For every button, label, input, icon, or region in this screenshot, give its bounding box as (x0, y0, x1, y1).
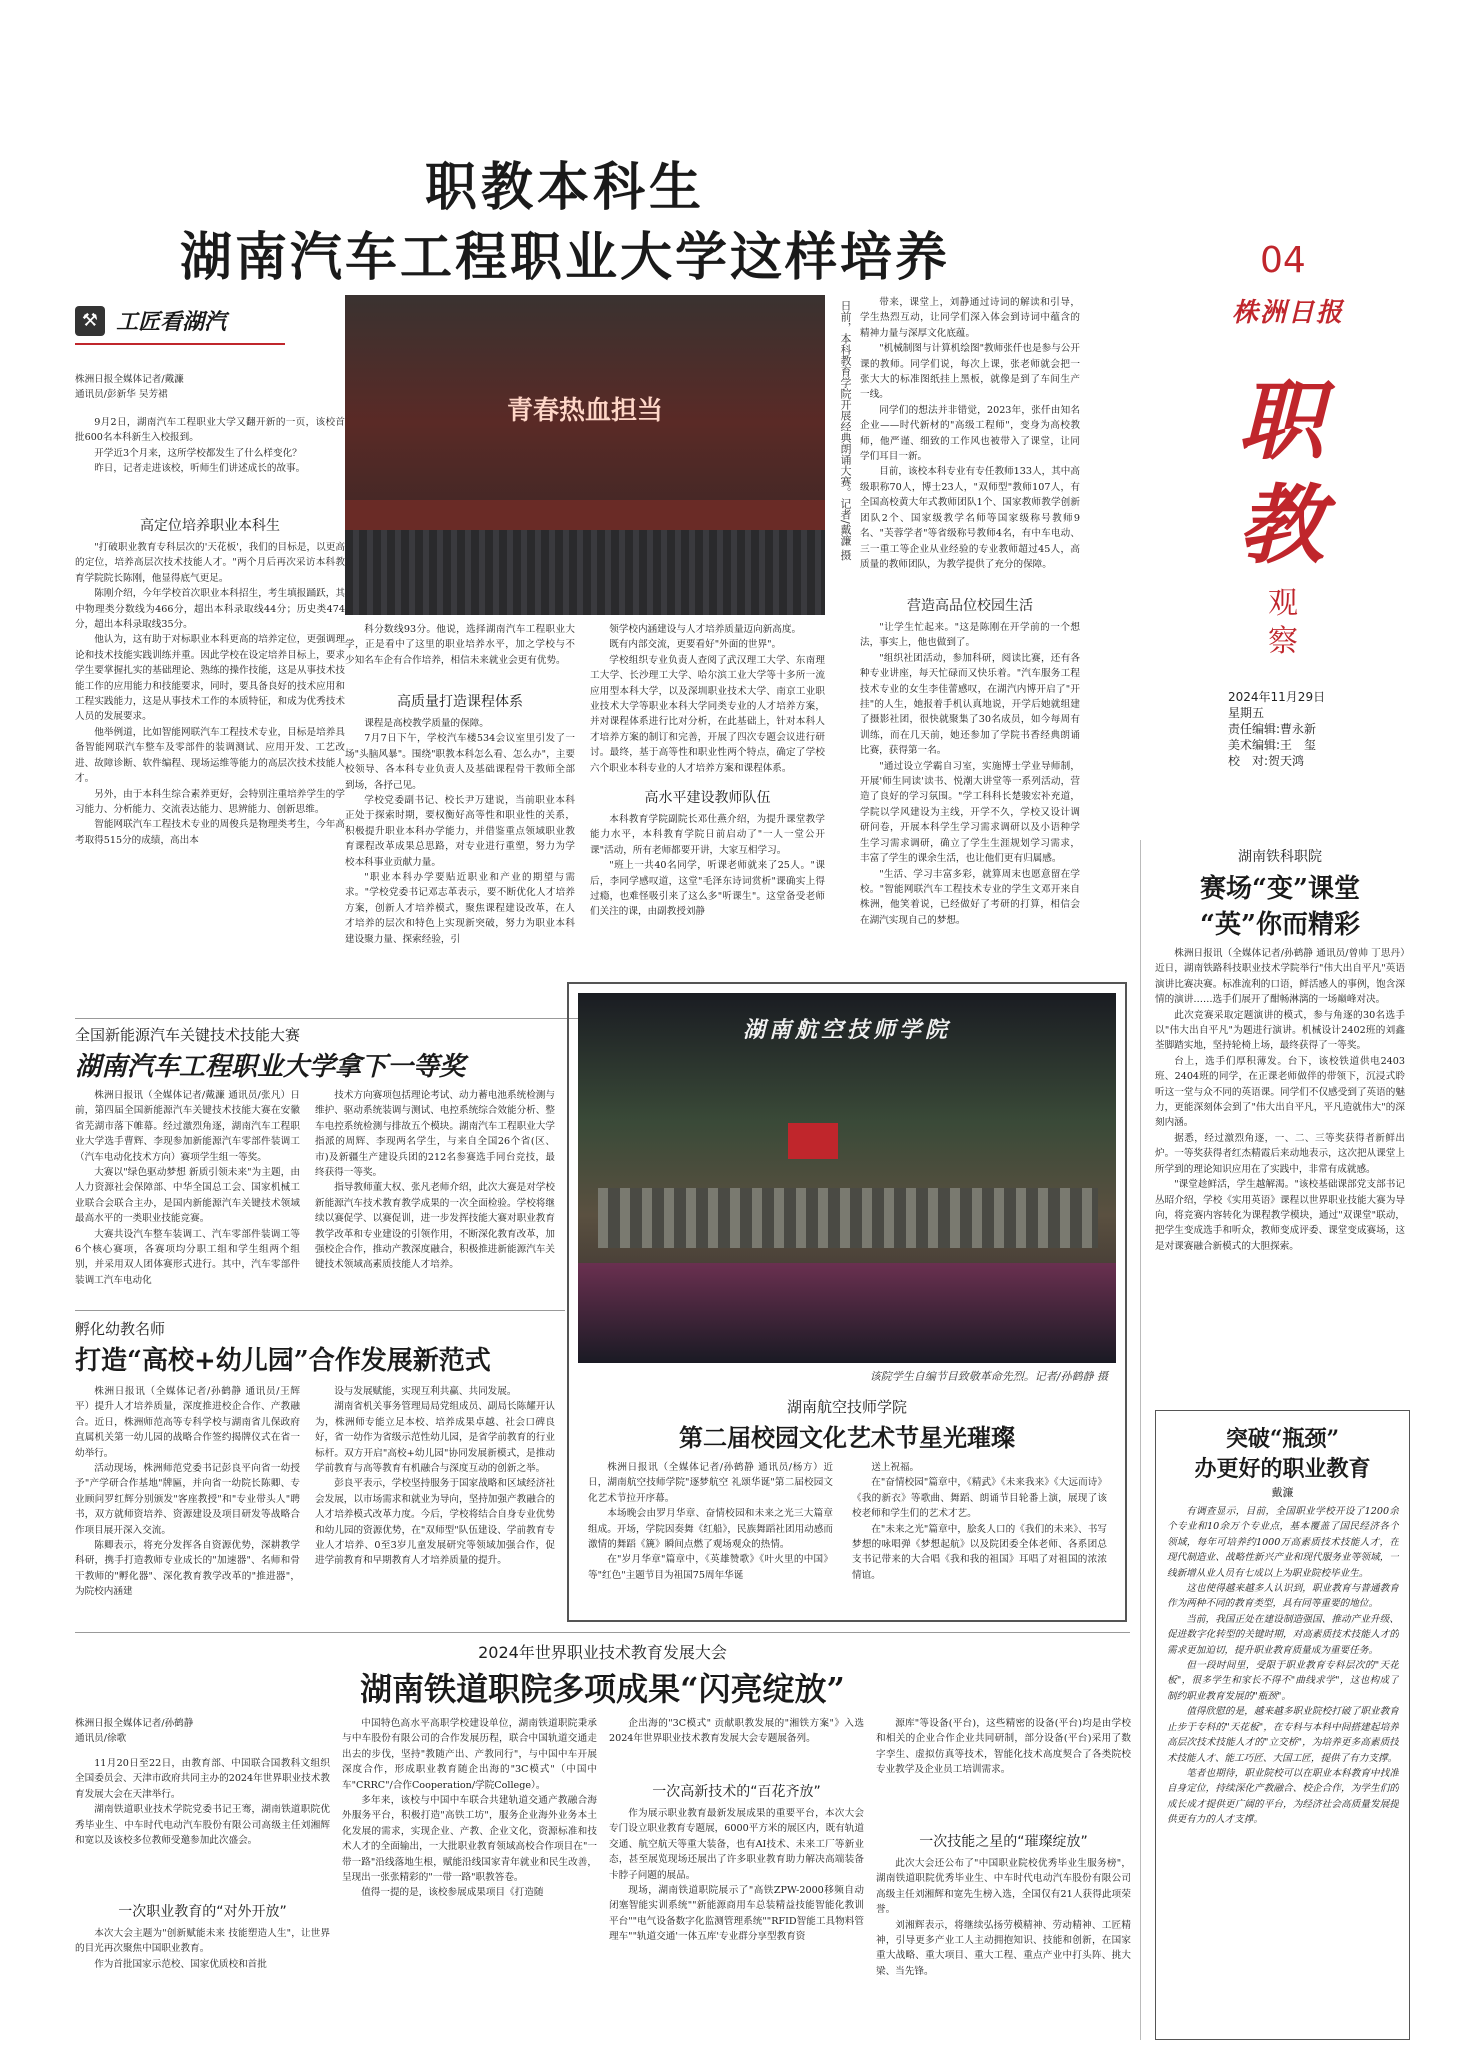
paragraph: 刘湘辉表示，将继续弘扬劳模精神、劳动精神、工匠精神，引导更多产业工人主动拥抱知识、技能和创新，在国家重大战略、重大项目、重大工程、重点产业中打头阵、挑大梁、当先锋。 (876, 1919, 1131, 1977)
main-col4b (860, 620, 1080, 1010)
paragraph: 株洲日报讯（全媒体记者/孙鹤静 通讯员/杨方）近日，湖南航空技师学院"逐梦航空 礼颂华诞"第二届校园文化艺术节拉开序幕。 (588, 1462, 833, 1504)
main-byline (75, 372, 345, 403)
commentary-author: 戴濂 (1271, 1486, 1294, 1499)
paragraph: 昨日，记者走进该校，听师生们讲述成长的故事。 (94, 463, 306, 475)
subhead: 一次高新技术的“百花齐放” (652, 1784, 821, 1800)
article-b-col1 (75, 1088, 300, 1298)
article-f-col4 (876, 1716, 1131, 1826)
column-rule (1140, 840, 1141, 2040)
article-b-headline: 湖南汽车工程职业大学拿下一等奖 (75, 1052, 466, 1082)
subhead: 高质量打造课程体系 (397, 694, 523, 710)
column-badge-label: 工匠看湖汽 (116, 309, 227, 335)
article-d-col2 (852, 1460, 1107, 1615)
paragraph: 多年来，该校与中国中车联合共建轨道交通产教融合海外服务平台，积极打造"高铁工坊"，服务企业海外业务本土化发展的需求，实现企业、产教、企业文化，资源标准和技术人才的全面输出，一大批职业教育领域高校合作项目在"一带一路"沿线落地生根，赋能沿线国家青年就业和民生改善，呈现出一张张精彩的"一带一路"职教答卷。 (342, 1795, 597, 1884)
main-col1b (75, 540, 345, 1010)
article-e-headline-line1: 赛场“变”课堂 (1200, 874, 1360, 904)
paragraph: 陈刚介绍，今年学校首次职业本科招生，考生填报踊跃，其中物理类分数线为466分，超出本科录取线44分；历史类474分，超出本科录取线35分。 (75, 588, 345, 631)
issue-date: 2024年11月29日 (1228, 690, 1326, 704)
paragraph: "通过设立学霸自习室，实施博士学业导师制，开展'师生同读'读书、悦潮大讲堂等一系列活动，营造了良好的学习氛围。"学工科科长楚骏宏补充道，学院以学风建设为主线，开学不久，学校又设计调研问卷，开展本科学生学习需求调研以及小语种学生学习需求调研，确立了学生生涯规划学习需求，丰富了学生的课余生活，也让他们更有归属感。 (860, 760, 1080, 865)
article-f-col3b (609, 1806, 864, 2036)
paragraph: 学校组织专业负责人查阅了武汉理工大学、东南理工大学、长沙理工大学、哈尔滨工业大学等十多所一流应用型本科大学，以及深圳职业技术大学、南京工业职业技术大学等职业本科大学同类专业的人才培养方案，并对课程体系进行比对分析，在此基础上，针对本科人才培养方案的制订和完善，开展了四次专题会议进行研讨。最终，基于高等性和职业性两个特点，确定了学校六个职业本科专业的人才培养方案和课程体系。 (590, 654, 825, 774)
paragraph: 株洲日报讯（全媒体记者/孙鹤静 通讯员/王辉平）提升人才培养质量，深度推进校企合作、产教融合。近日，株洲师范高等专科学校与湖南省儿保政府直属机关第一幼儿园的战略合作签约揭牌仪式在省一幼举行。 (75, 1386, 300, 1459)
commentary-headline-line1: 突破“瓶颈” (1225, 1426, 1340, 1452)
byline-line: 通讯员/彭新华 吴芳裙 (75, 389, 168, 401)
paragraph: "课堂趁鲜活，学生越解渴。"该校基础课部党支部书记丛昭介绍，学校《实用英语》课程以世界职业技能大赛为导向，将竞赛内容转化为课程教学模块，通过"双课堂"联动，把学生变成选手和听众，教师变成评委、课堂变成赛场，这是对课赛融合新模式的大胆探索。 (1155, 1179, 1405, 1252)
stage-floor (345, 500, 825, 530)
paragraph: 带来，课堂上，刘静通过诗词的解读和引导，学生热烈互动，让同学们深入体会到诗词中蕴含的精神力量与深厚文化底蕴。 (860, 297, 1080, 339)
paragraph: "班上一共40名同学，听课老师就来了25人。"课后，李同学感叹道，这堂"毛泽东诗词赏析"课确实上得过瘾，也难怪吸引来了这么多"听课生"。这堂备受老师们关注的课，由副教授刘静 (590, 860, 825, 918)
paragraph: 有调查显示，目前，全国职业学校开设了1200余个专业和10余万个专业点，基本覆盖了国民经济各个领域，每年可培养约1000万高素质技术技能人才，在现代制造业、战略性新兴产业和现代服务业等领域，一线新增从业人员有七成以上为职业院校毕业生。 (1167, 1506, 1399, 1579)
paragraph: "组织社团活动，参加科研，阅读比赛，还有各种专业讲座，每天忙碌而又快乐着。"汽车服务工程技术专业的女生李佳蕾感叹，在湖汽内博开启了"开挂"的人生，她报着手机认真地说，开学后她就组建了摄影社团，很快就聚集了30名成员，如今每周有训练，而在几天前，她还参加了学院书香经典朗诵比赛，获得第一名。 (860, 652, 1080, 757)
paragraph: "打破职业教育专科层次的'天花板'，我们的目标是，以更高的定位，培养高层次技术技能人才。"两个月后再次采访本科教育学院院长陈刚，他显得底气更足。 (75, 542, 345, 584)
article-f-col2 (342, 1716, 597, 2036)
red-flag (788, 1123, 838, 1159)
paragraph: 课程是高校教学质量的保障。 (364, 718, 489, 729)
paper-name: 株洲日报 (1232, 298, 1345, 328)
section-subtitle: 观察 (1268, 586, 1300, 659)
paragraph: 既有内部交流，更要看好"外面的世界"。 (609, 639, 782, 651)
paragraph: 彭良平表示，学校坚持服务于国家战略和区域经济社会发展，以市场需求和就业为导向，坚持加强产教融合的人才培养模式改革力度。今后，学校将结合自身专业优势和幼儿园的资源优势，在"双师型"队伍建设、学前教育专业人才培养、0至3岁儿童发展研究等领域加强合作，促进学前教育和早期教育人才培养质量的提升。 (315, 1478, 555, 1567)
section-title-calligraphy: 职教 (1238, 371, 1324, 576)
proofreader-credit: 校 对:贺天鸿 (1228, 754, 1305, 768)
paragraph: 据悉，经过激烈角逐，一、二、三等奖获得者新鲜出炉。一等奖获得者红杰精霞后来动地表示，这次把从课堂上所学到的理论知识应用在了实践中，非常有成就感。 (1155, 1132, 1405, 1175)
paragraph: 但一段时间里，受限于职业教育专科层次的"天花板"，很多学生和家长不得不"曲线求学"，这也构成了制约职业教育发展的"瓶颈"。 (1167, 1660, 1399, 1702)
paragraph: 在"奋情校园"篇章中，《精武》《未来我来》《大远而诗》《我的新衣》等歌曲、舞蹈、朗诵节目轮番上演，展现了该校老师和学生们的艺术才艺。 (852, 1477, 1107, 1520)
paragraph: 本科教育学院副院长邓仕燕介绍，为提升课堂教学能力水平，本科教育学院日前启动了"一人一堂公开课"活动，所有老师都要开讲，大家互相学习。 (590, 814, 825, 856)
paragraph: 陈卿表示，将充分发挥各自资源优势，深耕教学科研，携手打造教师专业成长的"加速器"、名师和骨干教师的"孵化器"、深化教育教学改革的"推进器"，为院校内涵建 (75, 1540, 300, 1598)
paragraph: 现场，湖南铁道职院展示了"高铁ZPW-2000移频自动闭塞智能实训系统""新能源商用车总装精益技能智能化教训平台""电气设备数字化监测管理系统""RFID智能工具物料管理车""轨道交通'一体五库'专业群分享型教育资 (609, 1885, 864, 1943)
article-c-headline: 打造“高校+幼儿园”合作发展新范式 (75, 1346, 491, 1376)
article-f-col4b (876, 1856, 1131, 2036)
paragraph: 此次大会还公布了"中国职业院校优秀毕业生服务榜"，湖南铁道职院优秀毕业生、中车时代电动汽车股份有限公司高级主任刘湘辉和宽先生榜入选，全国仅有21人获得此项荣誉。 (876, 1858, 1131, 1916)
main-col4 (860, 295, 1080, 595)
article-d-kicker: 湖南航空技师学院 (786, 1398, 907, 1416)
paragraph: 这也使得越来越多人认识到，职业教育与普通教育作为两种不同的教育类型，具有同等重要的地位。 (1167, 1583, 1399, 1610)
paragraph: 11月20日至22日，由教育部、中国联合国教科文组织全国委员会、天津市政府共同主办的2024年世界职业技术教育发展大会在天津举行。 (75, 1758, 330, 1800)
article-b-kicker: 全国新能源汽车关键技术技能大赛 (75, 1026, 301, 1044)
article-f-col1 (75, 1756, 330, 1896)
paragraph: 科分数线93分。他说，选择湖南汽车工程职业大学，正是看中了这里的职业培养水平，加之学校与不少知名车企有合作培养，相信未来就业会更有优势。 (345, 624, 575, 666)
paragraph: 当前，我国正处在建设制造强国、推动产业升级、促进数字化转型的关键时期，对高素质技术技能人才的需求更加迫切，提升职业教育质量成为重要任务。 (1167, 1613, 1399, 1656)
paragraph: 值得欣慰的是，越来越多职业院校打破了职业教育止步于专科的"天花板"，在专科与本科中间搭建起培养高层次技术技能人才的"立交桥"，为培养更多高素质技术技能人才、能工巧匠、大国工匠，提供了有力支撑。 (1167, 1706, 1399, 1764)
commentary-body (1167, 1504, 1399, 2032)
paragraph: 在"岁月华章"篇章中，《英雄赞歌》《叶火里的中国》等"红色"主题节目为祖国75周年华诞 (588, 1554, 833, 1581)
divider (75, 1632, 1130, 1633)
paragraph: "机械制图与计算机绘图"教师张仟也是参与公开课的教师。同学们说，每次上课，张老师就会把一张大大的标准图纸挂上黑板，就像是到了车间生产一线。 (860, 343, 1080, 401)
main-photo-caption: 日前，本科教育学院开展经典朗诵大赛。记者/戴濂 摄 (839, 300, 852, 561)
paragraph: 9月2日，湖南汽车工程职业大学又翻开新的一页，该校首批600名本科新生入校报到。 (75, 417, 345, 444)
stage-floor (578, 1263, 1116, 1363)
paragraph: 湖南省机关事务管理局局党组成员、副局长陈耀开认为，株洲师专能立足本校、培养成果卓越、社会口碑良好，省一幼作为省级示范性幼儿园，是省学前教育的行业标杆。双方开启"高校+幼儿园"协同发展新模式，是推动学前教育与高等教育有机融合与深度互动的创新之举。 (315, 1401, 555, 1475)
article-f-kicker: 2024年世界职业技术教育发展大会 (478, 1643, 727, 1662)
paragraph: 目前，该校本科专业有专任教师133人，其中高级职称70人，博士23人，"双师型"教师107人，有全国高校黄大年式教师团队1个、国家教师教学创新团队2个、国家级教学名师等国家级称号教师9名、"芙蓉学者"等省级称号教师4名，有中车电动、三一重工等企业从业经验的专业教师超过45人，高质量的教师团队，为教学提供了充分的保障。 (860, 466, 1080, 570)
paragraph: 中国特色高水平高职学校建设单位，湖南铁道职院秉承与中车股份有限公司的合作发展历程，联合中国轨道交通走出去的步伐，坚持"教随产出、产教同行"，与中国中车开展深度合作，形成职业教育随企出海的"3C模式"（中国中车"CRRC"/合作Cooperation/学院College）。 (342, 1718, 597, 1791)
main-col3 (590, 622, 825, 780)
article-c-col2 (315, 1384, 555, 1624)
article-e-headline-line2: “英”你而精彩 (1200, 910, 1360, 940)
paragraph: 作为展示职业教育最新发展成果的重要平台，本次大会专门设立职业教育专题展，6000平方米的展区内，既有轨道交通、航空航天等重大装备，也有AI技术、未来工厂等新业态，甚至展览现场还展出了许多职业教育助力解决高端装备卡脖子问题的展品。 (609, 1808, 864, 1881)
paragraph: 株洲日报讯（全媒体记者/孙鹤静 通讯员/曾帅 丁思丹）近日，湖南铁路科技职业技术学院举行"伟大出自平凡"英语演讲比赛决赛。标准流利的口语，鲜活感人的事例，饱含深情的演讲……选手们展开了酣畅淋漓的一场巅峰对决。 (1155, 948, 1405, 1006)
main-col2 (345, 622, 575, 668)
paragraph: 企出海的"3C模式" 贡献职教发展的"湘铁方案"》入选2024年世界职业技术教育发展大会专题展备列。 (609, 1718, 864, 1745)
paragraph: 同学们的想法并非错觉，2023年，张仟由知名企业——时代新材的"高级工程师"，变身为高校教师，他严谨、细致的工作风也被带入了课堂，让同学们耳目一新。 (860, 404, 1080, 463)
audience (345, 530, 825, 615)
paragraph: 学校党委副书记、校长尹万建说，当前职业本科正处于探索时期，要权衡好高等性和职业性的关系，积极提升职业本科办学能力，并借鉴重点领域职业教育课程改革成果总思路，对专业进行重塑，努力为学校本科事业贡献力量。 (345, 795, 575, 868)
stage-banner: 湖南航空技师学院 (742, 1017, 951, 1043)
main-col3b (590, 812, 825, 1006)
divider (75, 1310, 565, 1311)
paragraph: 活动现场，株洲师范党委书记彭良平向省一幼授予"产学研合作基地"牌匾，并向省一幼院长陈卿、专业顾问罗红辉分别颁发"客座教授"和"专业带头人"聘书，双方就师资培养、资源建设及项目研发等战略合作项目展开深入交流。 (75, 1463, 300, 1536)
paragraph: 另外，由于本科生综合素养更好，会特别注重培养学生的学习能力、分析能力、交流表达能力、思辨能力、创新思维。 (75, 788, 345, 815)
column-badge (75, 305, 285, 345)
article-c-kicker: 孵化幼教名师 (75, 1320, 166, 1338)
article-d-headline: 第二届校园文化艺术节星光璀璨 (679, 1423, 1015, 1452)
paragraph: 设与发展赋能，实现互利共赢、共同发展。 (334, 1386, 517, 1397)
subhead: 一次职业教育的“对外开放” (118, 1904, 287, 1920)
paragraph: 笔者也期待，职业院校可以在职业本科教育中找准自身定位，持续深化产教融合、校企合作，为学生们的成长成才提供更广阔的平台，为经济社会高质量发展提供更有力的人才支撑。 (1167, 1767, 1399, 1826)
article-f-headline: 湖南铁道职院多项成果“闪亮绽放” (360, 1670, 845, 1708)
paragraph: 指导教师董大权、张凡老师介绍，此次大赛是对学校新能源汽车技术教育教学成果的一次全面检验。学校将继续以赛促学、以赛促训，进一步发挥技能大赛对职业教育教学改革和专业建设的引领作用，不断深化教育改革，加强校企合作，推动产教深度融合，积极推进新能源汽车关键技术领域高素质技能人才培养。 (315, 1182, 555, 1271)
paragraph: 大赛共设汽车整车装调工、汽车零部件装调工等6个核心赛项，各赛项均分职工组和学生组两个组别，并采用双人团体赛形式进行。其中，汽车零部件装调工汽车电动化 (75, 1228, 300, 1286)
paragraph: 开学近3个月来，这所学校都发生了什么样变化？ (94, 447, 302, 459)
paragraph: 技术方向赛项包括理论考试、动力蓄电池系统检测与维护、驱动系统装调与测试、电控系统综合效能分析、整车电控系统检测与排故五个模块。湖南汽车工程职业大学指派的周辉、李现两名学生，与来自全国26个省(区、市)及新疆生产建设兵团的212名参赛选手同台竞技，最终获得一等奖。 (315, 1090, 555, 1179)
paragraph: 本场晚会由罗月华章、奋情校园和未来之光三大篇章组成。开场，学院因奏舞《红船》，民族舞蹈社团用动感而激情的舞蹈《篪》瞬间点燃了观场观众的热情。 (588, 1508, 833, 1551)
article-e-body (1155, 946, 1405, 1396)
article-f-byline (75, 1716, 330, 1747)
article-e-kicker: 湖南铁科职院 (1238, 849, 1322, 865)
paragraph: 台上，选手们厚积薄发。台下，该校铁道供电2403班、2404班的同学，在正课老师做伴的带领下，沉浸式聆听这一堂与众不同的英语课。同学们不仅感受到了英语的魅力，更能深刻体会到了"伟大出自平凡，平凡造就伟大"的深刻内涵。 (1155, 1055, 1405, 1129)
paragraph: 株洲日报讯（全媒体记者/戴濂 通讯员/张凡）日前，第四届全国新能源汽车关键技术技能大赛在安徽省芜湖市落下帷幕。经过激烈角逐，湖南汽车工程职业大学选手曹辉、李现参加新能源汽车零部件装调工（汽车电动化技术方向）赛项学生组一等奖。 (75, 1090, 300, 1163)
paragraph: 领学校内涵建设与人才培养质量迈向新高度。 (609, 624, 802, 635)
article-d-col1 (588, 1460, 833, 1615)
paragraph: 湖南铁道职业技术学院党委书记王骞，湖南铁道职院优秀毕业生、中车时代电动汽车股份有限公司高级主任刘湘辉和宽以及该校多位教师受邀参加此次盛会。 (75, 1804, 330, 1847)
article-f-col1b (75, 1926, 330, 2036)
paragraph: "让学生忙起来。"这是陈刚在开学前的一个想法，事实上，他也做到了。 (860, 622, 1080, 649)
paragraph: 源库"等设备(平台)，这些精密的设备(平台)均是由学校和相关的企业合作企业共同研制，部分设备(平台)采用了数字孪生、虚拟仿真等技术，智能化技术高度契合了各类院校专业教学及企业员工培训需求。 (876, 1718, 1131, 1776)
paragraph: 作为首批国家示范校、国家优质校和首批 (94, 1958, 267, 1970)
paragraph: 此次竞赛采取定题演讲的模式，参与角逐的30名选手以"伟大出自平凡"为题进行演讲。机械设计2402班的刘鑫荃脚踏实地，坚持轮椅上场，最终获得了一等奖。 (1155, 1009, 1405, 1052)
paragraph: 送上祝福。 (871, 1462, 920, 1473)
main-headline-line1: 职教本科生 (424, 157, 705, 218)
article-c-col1 (75, 1384, 300, 1624)
paragraph: 本次大会主题为"创新赋能未来 技能塑造人生"，让世界的目光再次聚焦中国职业教育。 (75, 1928, 330, 1955)
subhead: 高定位培养职业本科生 (140, 518, 280, 534)
page-number: 04 (1260, 240, 1306, 281)
performers (598, 1188, 1098, 1248)
paragraph: 他举例道，比如智能网联汽车工程技术专业，目标是培养具备智能网联汽车整车及零部件的装调测试、应用开发、工艺改进、故障诊断、软件编程、现场运维等能力的高层次技术技能人才。 (75, 726, 345, 785)
wrench-icon: ⚒ (75, 306, 105, 336)
main-col2b (345, 716, 575, 1006)
commentary-headline-line2: 办更好的职业教育 (1194, 1456, 1371, 1482)
main-col1 (75, 415, 345, 477)
paragraph: "生活、学习丰富多彩，就算周末也愿意留在学校。"智能网联汽车工程技术专业的学生文邓开来自株洲，他笑着说，已经做好了考研的打算，相信会在湖汽实现自己的梦想。 (860, 868, 1080, 926)
paragraph: 在"未来之光"篇章中，脍炙人口的《我们的未来》、书写梦想的咏唱弹《梦想起航》以及院团委全体老师、各系团总支书记带来的大合唱《我和我的祖国》耳唱了对祖国的浓浓情谊。 (852, 1523, 1107, 1581)
paragraph: 大赛以"绿色驱动梦想 新质引领未来"为主题，由人力资源社会保障部、中华全国总工会、国家机械工业联合会联合主办，是国内新能源汽车关键技术领域最高水平的一类职业技能竞赛。 (75, 1167, 300, 1225)
paragraph: "职业本科办学要贴近职业和产业的期望与需求。"学校党委书记邓志革表示，要不断优化人才培养方案，创新人才培养模式，聚焦课程建设改革，在人才培养的层次和特色上实现新突破，努力为职业本科建设聚力量、探索经验，引 (345, 872, 575, 945)
article-d-photo (578, 993, 1116, 1363)
byline-line: 通讯员/徐歌 (75, 1733, 127, 1745)
designer-credit: 美术编辑:王 玺 (1228, 738, 1317, 752)
byline-line: 株洲日报全媒体记者/孙鹤静 (75, 1718, 194, 1729)
subhead: 一次技能之星的“璀璨绽放” (919, 1834, 1088, 1850)
paragraph: 值得一提的是，该校参展成果项目《打造随 (361, 1887, 544, 1899)
main-headline-line2: 湖南汽车工程职业大学这样培养 (179, 227, 950, 288)
editor-credit: 责任编辑:曹永新 (1228, 722, 1317, 736)
paragraph: 他认为，这有助于对标职业本科更高的培养定位，更强调理论和技术技能实践训练并重。因此学校在设定培养目标上，要求学生要掌握扎实的基础理论、熟练的操作技能，这是从事技术技能工作的应用能力和技能要求，同时，要具备良好的技术应用和工程实践能力，这是从事技术工作的本质特征，和成为优秀技术人员的发展要求。 (75, 634, 345, 723)
paragraph: 智能网联汽车工程技术专业的周俊兵是物理类考生，今年高考取得515分的成绩，高出本 (75, 819, 345, 846)
stage-banner: 青春热血担当 (506, 396, 663, 426)
subhead: 营造高品位校园生活 (907, 598, 1033, 614)
byline-line: 株洲日报全媒体记者/戴濂 (75, 374, 184, 385)
article-d-photo-caption: 该院学生自编节目致敬革命先烈。记者/孙鹤静 摄 (869, 1370, 1108, 1383)
article-f-col3 (609, 1716, 864, 1776)
subhead: 高水平建设教师队伍 (644, 790, 771, 806)
main-photo (345, 295, 825, 615)
article-b-col2 (315, 1088, 555, 1298)
paragraph: 7月7日下午，学校汽车楼534会议室里引发了一场"头脑风暴"。围绕"职教本科怎么看、怎么办"，主要校领导、各本科专业负责人及基础课程骨干教师全部到场，各抒己见。 (345, 733, 575, 791)
issue-weekday: 星期五 (1228, 706, 1265, 720)
